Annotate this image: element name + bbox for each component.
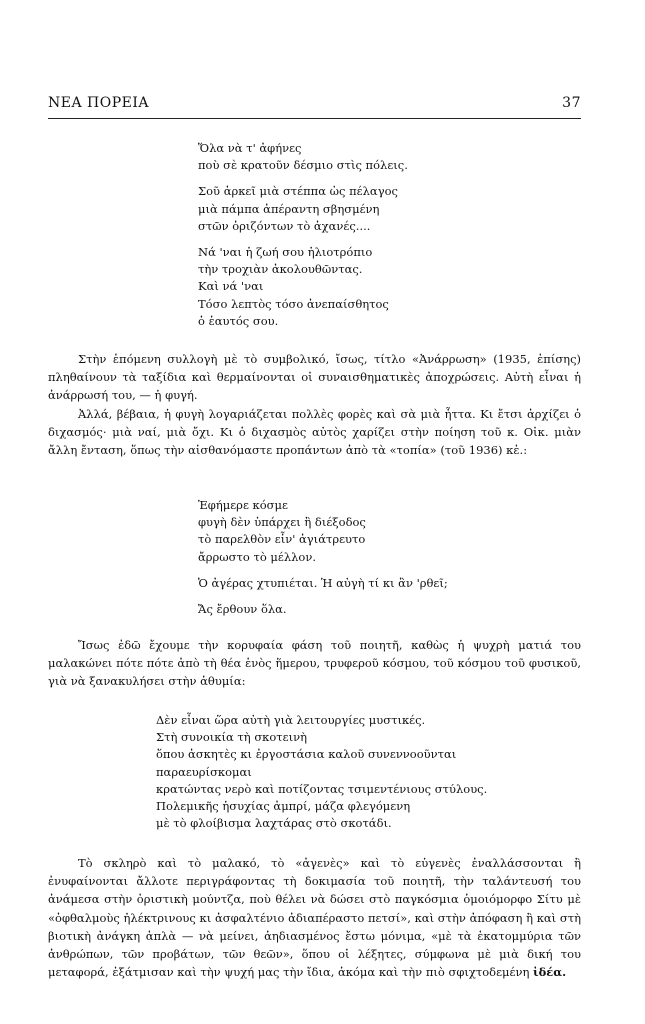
poem-line: ποὺ σὲ κρατοῦν δέσμιο στὶς πόλεις. [198, 158, 408, 173]
prose-section-3 [48, 854, 581, 981]
page-number: 37 [562, 95, 581, 111]
poem-line: Ὅλα νὰ τ' ἀφήνες [198, 141, 302, 155]
journal-title: ΝΕΑ ΠΟΡΕΙΑ [48, 95, 149, 111]
prose-section-1 [48, 350, 581, 459]
poem-line: Σοῦ ἀρκεῖ μιὰ στέππα ὡς πέλαγος [198, 184, 398, 199]
poem-line: κρατώντας νερὸ καὶ ποτίζοντας τσιμεντένιους στύλους. [156, 781, 488, 796]
stanza [198, 601, 448, 618]
poem-excerpt-1 [198, 140, 408, 339]
poem-excerpt-3 [156, 712, 487, 832]
poem-line: Ἐφήμερε κόσμε [198, 498, 288, 512]
paragraph-text: Τὸ σκληρὸ καὶ τὸ μαλακό, τὸ «ἀγενὲς» καὶ τὸ εὐγενὲς ἐναλλάσσονται ἢ ἐνυφαίνονται ἄλλοτε περιγράφοντας τὴ δοκιμασία τοῦ ποιητῆ, τὴν ταλάντευσή του ἀνάμεσα στὴν ὁριστικὴ μούντζα, ποὺ θέλει νὰ δώσει στὸ παγκόσμια ὁμοιόμορφο Σίτυ μὲ «ὀφθαλμοὺς ἠλέκτρινους κι ἀσφαλτένιο ἀδιαπέραστο πετσί», καὶ στὴν ἀπόφαση ἢ καὶ στὴ βιοτικὴ ἀνάγκη ἁπλὰ — νὰ μείνει, ἀηδιασμένος ἔστω μόνιμα, «μὲ τὰ ἑκατομμύρια τῶν ἀνθρώπων, τῶν προβάτων, τῶν θεῶν», ὅπου οἱ λέξητες, σύμφωνα μὲ μιὰ δική του μεταφορά, ἐξάτμισαν καὶ τὴν ψυχή μας τὴν ἴδια, ἀκόμα καὶ τὴν πιὸ σφιχτοδεμένη [48, 856, 581, 980]
poem-line: Καὶ νά 'ναι [198, 279, 264, 294]
stanza [198, 575, 448, 592]
poem-line: Νά 'ναι ἡ ζωή σου ἡλιοτρόπιο [198, 245, 373, 260]
stanza [198, 183, 408, 235]
poem-excerpt-2 [198, 497, 448, 627]
prose-section-2 [48, 636, 581, 691]
poem-line: τὸ παρελθὸν εἶν' ἀγιάτρευτο [198, 532, 366, 547]
poem-line: μιὰ πάμπα ἀπέραντη σβησμένη [198, 201, 380, 216]
poem-line: Τόσο λεπτὸς τόσο ἀνεπαίσθητος [198, 296, 389, 311]
poem-line: ἄρρωστο τὸ μέλλον. [198, 549, 316, 564]
header-rule [48, 118, 581, 119]
emphasized-word: ἰδέα. [533, 965, 567, 980]
poem-line: ὅπου ἀσκητὲς κι ἐργοστάσια καλοῦ συνεννοοῦνται [156, 747, 457, 762]
poem-line: Ἄς ἔρθουν ὅλα. [198, 602, 287, 617]
stanza [198, 497, 448, 566]
poem-line: παραευρίσκομαι [156, 764, 252, 779]
paragraph: Στὴν ἑπόμενη συλλογὴ μὲ τὸ συμβολικό, ἴσως, τίτλο «Ἀνάρρωση» (1935, ἐπίσης) πληθαίνουν τὰ ταξίδια καὶ θερμαίνονται οἱ συναισθηματικὲς ἀποχρώσεις. Αὐτὴ εἶναι ἡ ἀνάρρωσή του, — ἡ φυγή. [48, 352, 581, 403]
paragraph [48, 854, 581, 981]
poem-line: τὴν τροχιὰν ἀκολουθῶντας. [198, 262, 363, 277]
poem-line: στῶν ὁριζόντων τὸ ἀχανές.... [198, 218, 371, 233]
poem-line: ὁ ἑαυτός σου. [198, 313, 279, 328]
poem-line: Πολεμικῆς ἡσυχίας ἀμπρί, μάζα φλεγόμενη [156, 799, 411, 814]
stanza [198, 244, 408, 330]
paragraph: Ἀλλά, βέβαια, ἡ φυγὴ λογαριάζεται πολλὲς φορὲς καὶ σὰ μιὰ ἧττα. Κι ἔτσι ἀρχίζει ὁ διχασμός· μιὰ ναί, μιὰ ὄχι. Κι ὁ διχασμὸς αὐτὸς χαρίζει στὴν ποίηση τοῦ κ. Οἰκ. μιὰν ἄλλη ἔνταση, ὅπως τὴν αἰσθανόμαστε προπάντων ἀπὸ τὰ «τοπία» (τοῦ 1936) κἑ.: [48, 406, 581, 458]
stanza [198, 140, 408, 174]
poem-line: φυγὴ δὲν ὑπάρχει ἢ διέξοδος [198, 515, 366, 530]
poem-line: μὲ τὸ φλοίβισμα λαχτάρας στὸ σκοτάδι. [156, 816, 392, 831]
poem-line: Δὲν εἶναι ὥρα αὐτὴ γιὰ λειτουργίες μυστικές. [156, 713, 426, 727]
paragraph: Ἴσως ἐδῶ ἔχουμε τὴν κορυφαία φάση τοῦ ποιητῆ, καθὼς ἡ ψυχρὴ ματιά του μαλακώνει πότε πότε ἀπὸ τὴ θέα ἑνὸς ἥμερου, τρυφεροῦ κόσμου, τοῦ κόσμου τοῦ φυσικοῦ, γιὰ νὰ ξανακυλήσει στὴν ἀθυμία: [48, 638, 581, 689]
poem-line: Στὴ συνοικία τὴ σκοτεινὴ [156, 730, 307, 745]
poem-line: Ὁ ἀγέρας χτυπιέται. Ἡ αὐγὴ τί κι ἂν 'ρθεῖ; [198, 575, 448, 590]
running-header [48, 95, 581, 111]
